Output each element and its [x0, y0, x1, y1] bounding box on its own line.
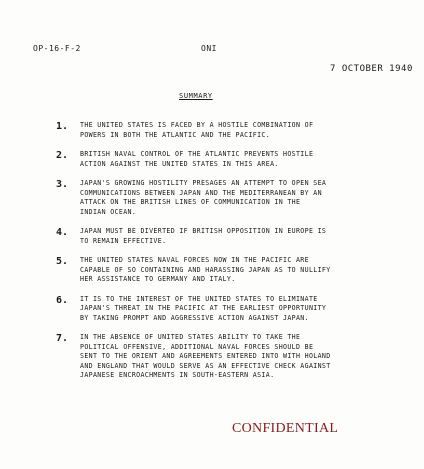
- office-code: ONI: [201, 44, 217, 53]
- item-number: 7.: [56, 333, 69, 344]
- summary-item-2: [56, 150, 401, 169]
- item-text: BRITISH NAVAL CONTROL OF THE ATLANTIC PREVENTS HOSTILE ACTION AGAINST THE UNITED STATES IN THIS AREA.: [80, 150, 314, 168]
- summary-item-1: [56, 121, 401, 140]
- item-number: 6.: [56, 294, 69, 306]
- summary-item-3: [56, 179, 401, 217]
- item-number: 5.: [56, 256, 69, 267]
- item-number: 1.: [56, 121, 69, 132]
- item-text: THE UNITED STATES IS FACED BY A HOSTILE COMBINATION OF POWERS IN BOTH THE ATLANTIC AND THE PACIFIC.: [80, 121, 314, 139]
- summary-list: [56, 121, 401, 391]
- summary-item-4: [56, 227, 401, 246]
- document-reference: OP-16-F-2: [33, 44, 81, 53]
- item-text: IT IS TO THE INTEREST OF THE UNITED STATES TO ELIMINATE JAPAN'S THREAT IN THE PACIFIC AT THE EARLIEST OPPORTUNITY BY TAKING PROMPT AND AGGRESSIVE ACTION AGAINST JAPAN.: [80, 294, 327, 322]
- summary-item-5: [56, 256, 401, 285]
- summary-item-7: [56, 333, 401, 381]
- item-text: JAPAN'S GROWING HOSTILITY PRESAGES AN ATTEMPT TO OPEN SEA COMMUNICATIONS BETWEEN JAPAN AND THE MEDITERRANEAN BY AN ATTACK ON THE BRITISH LINES OF COMMUNICATION IN THE INDIAN OCEAN.: [80, 179, 327, 216]
- item-text: IN THE ABSENCE OF UNITED STATES ABILITY TO TAKE THE POLITICAL OFFENSIVE, ADDITIONAL NAVAL FORCES SHOULD BE SENT TO THE ORIENT AND AGREEMENTS ENTERED INTO WITH HOLAND AND ENGLAND THAT WOULD SERVE AS AN EFFECTIVE CHECK AGAINST JAPANESE ENCROACHMENTS IN SOUTH-EASTERN ASIA.: [80, 333, 331, 379]
- confidential-stamp: CONFIDENTIAL: [232, 421, 339, 436]
- item-text: THE UNITED STATES NAVAL FORCES NOW IN THE PACIFIC ARE CAPABLE OF SO CONTAINING AND HARASSING JAPAN AS TO NULLIFY HER ASSISTANCE TO GERMANY AND ITALY.: [80, 256, 331, 283]
- document-date: 7 OCTOBER 1940: [330, 64, 413, 74]
- item-number: 3.: [56, 179, 69, 190]
- summary-heading: SUMMARY: [179, 92, 213, 100]
- item-number: 2.: [56, 150, 69, 161]
- item-text: JAPAN MUST BE DIVERTED IF BRITISH OPPOSITION IN EUROPE IS TO REMAIN EFFECTIVE.: [80, 227, 327, 245]
- item-number: 4.: [56, 227, 69, 238]
- summary-item-6: [56, 295, 401, 324]
